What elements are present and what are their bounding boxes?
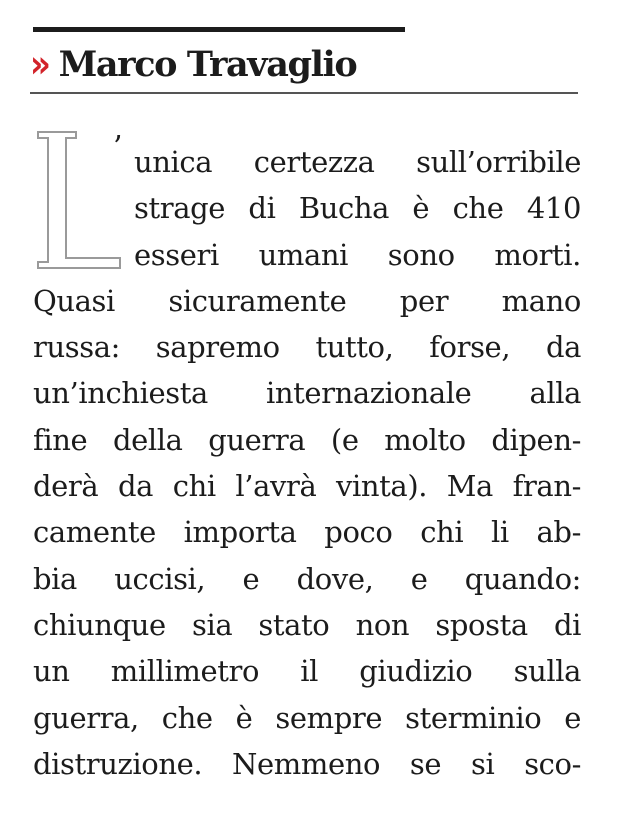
article-line: russa: sapremo tutto, forse, da <box>33 330 581 365</box>
article-line: un millimetro il giudizio sulla <box>33 654 581 689</box>
author-name: Marco Travaglio <box>58 43 357 85</box>
article-body <box>33 139 581 787</box>
byline-marker-icon: » <box>30 42 43 86</box>
article-line: Quasi sicuramente per mano <box>33 283 581 318</box>
article-line: guerra, che è sempre sterminio e <box>33 700 581 735</box>
article-line: un’inchiesta internazionale alla <box>33 376 581 411</box>
article-line: distruzione. Nemmeno se si sco- <box>33 746 581 781</box>
article-line: strage di Bucha è che 410 <box>134 191 581 226</box>
article-line: fine della guerra (e molto dipen- <box>33 422 581 457</box>
top-rule <box>33 27 405 32</box>
article-line: derà da chi l’avrà vinta). Ma fran- <box>33 469 581 504</box>
byline <box>30 40 356 88</box>
article-line: bia uccisi, e dove, e quando: <box>33 561 581 596</box>
article-line: esseri umani sono morti. <box>134 237 581 272</box>
article-line: chiunque sia stato non sposta di <box>33 607 581 642</box>
byline-rule <box>30 92 578 94</box>
drop-cap-apostrophe: ’ <box>113 130 123 165</box>
article-line: camente importa poco chi li ab- <box>33 515 581 550</box>
article-line: unica certezza sull’orribile <box>134 145 581 179</box>
